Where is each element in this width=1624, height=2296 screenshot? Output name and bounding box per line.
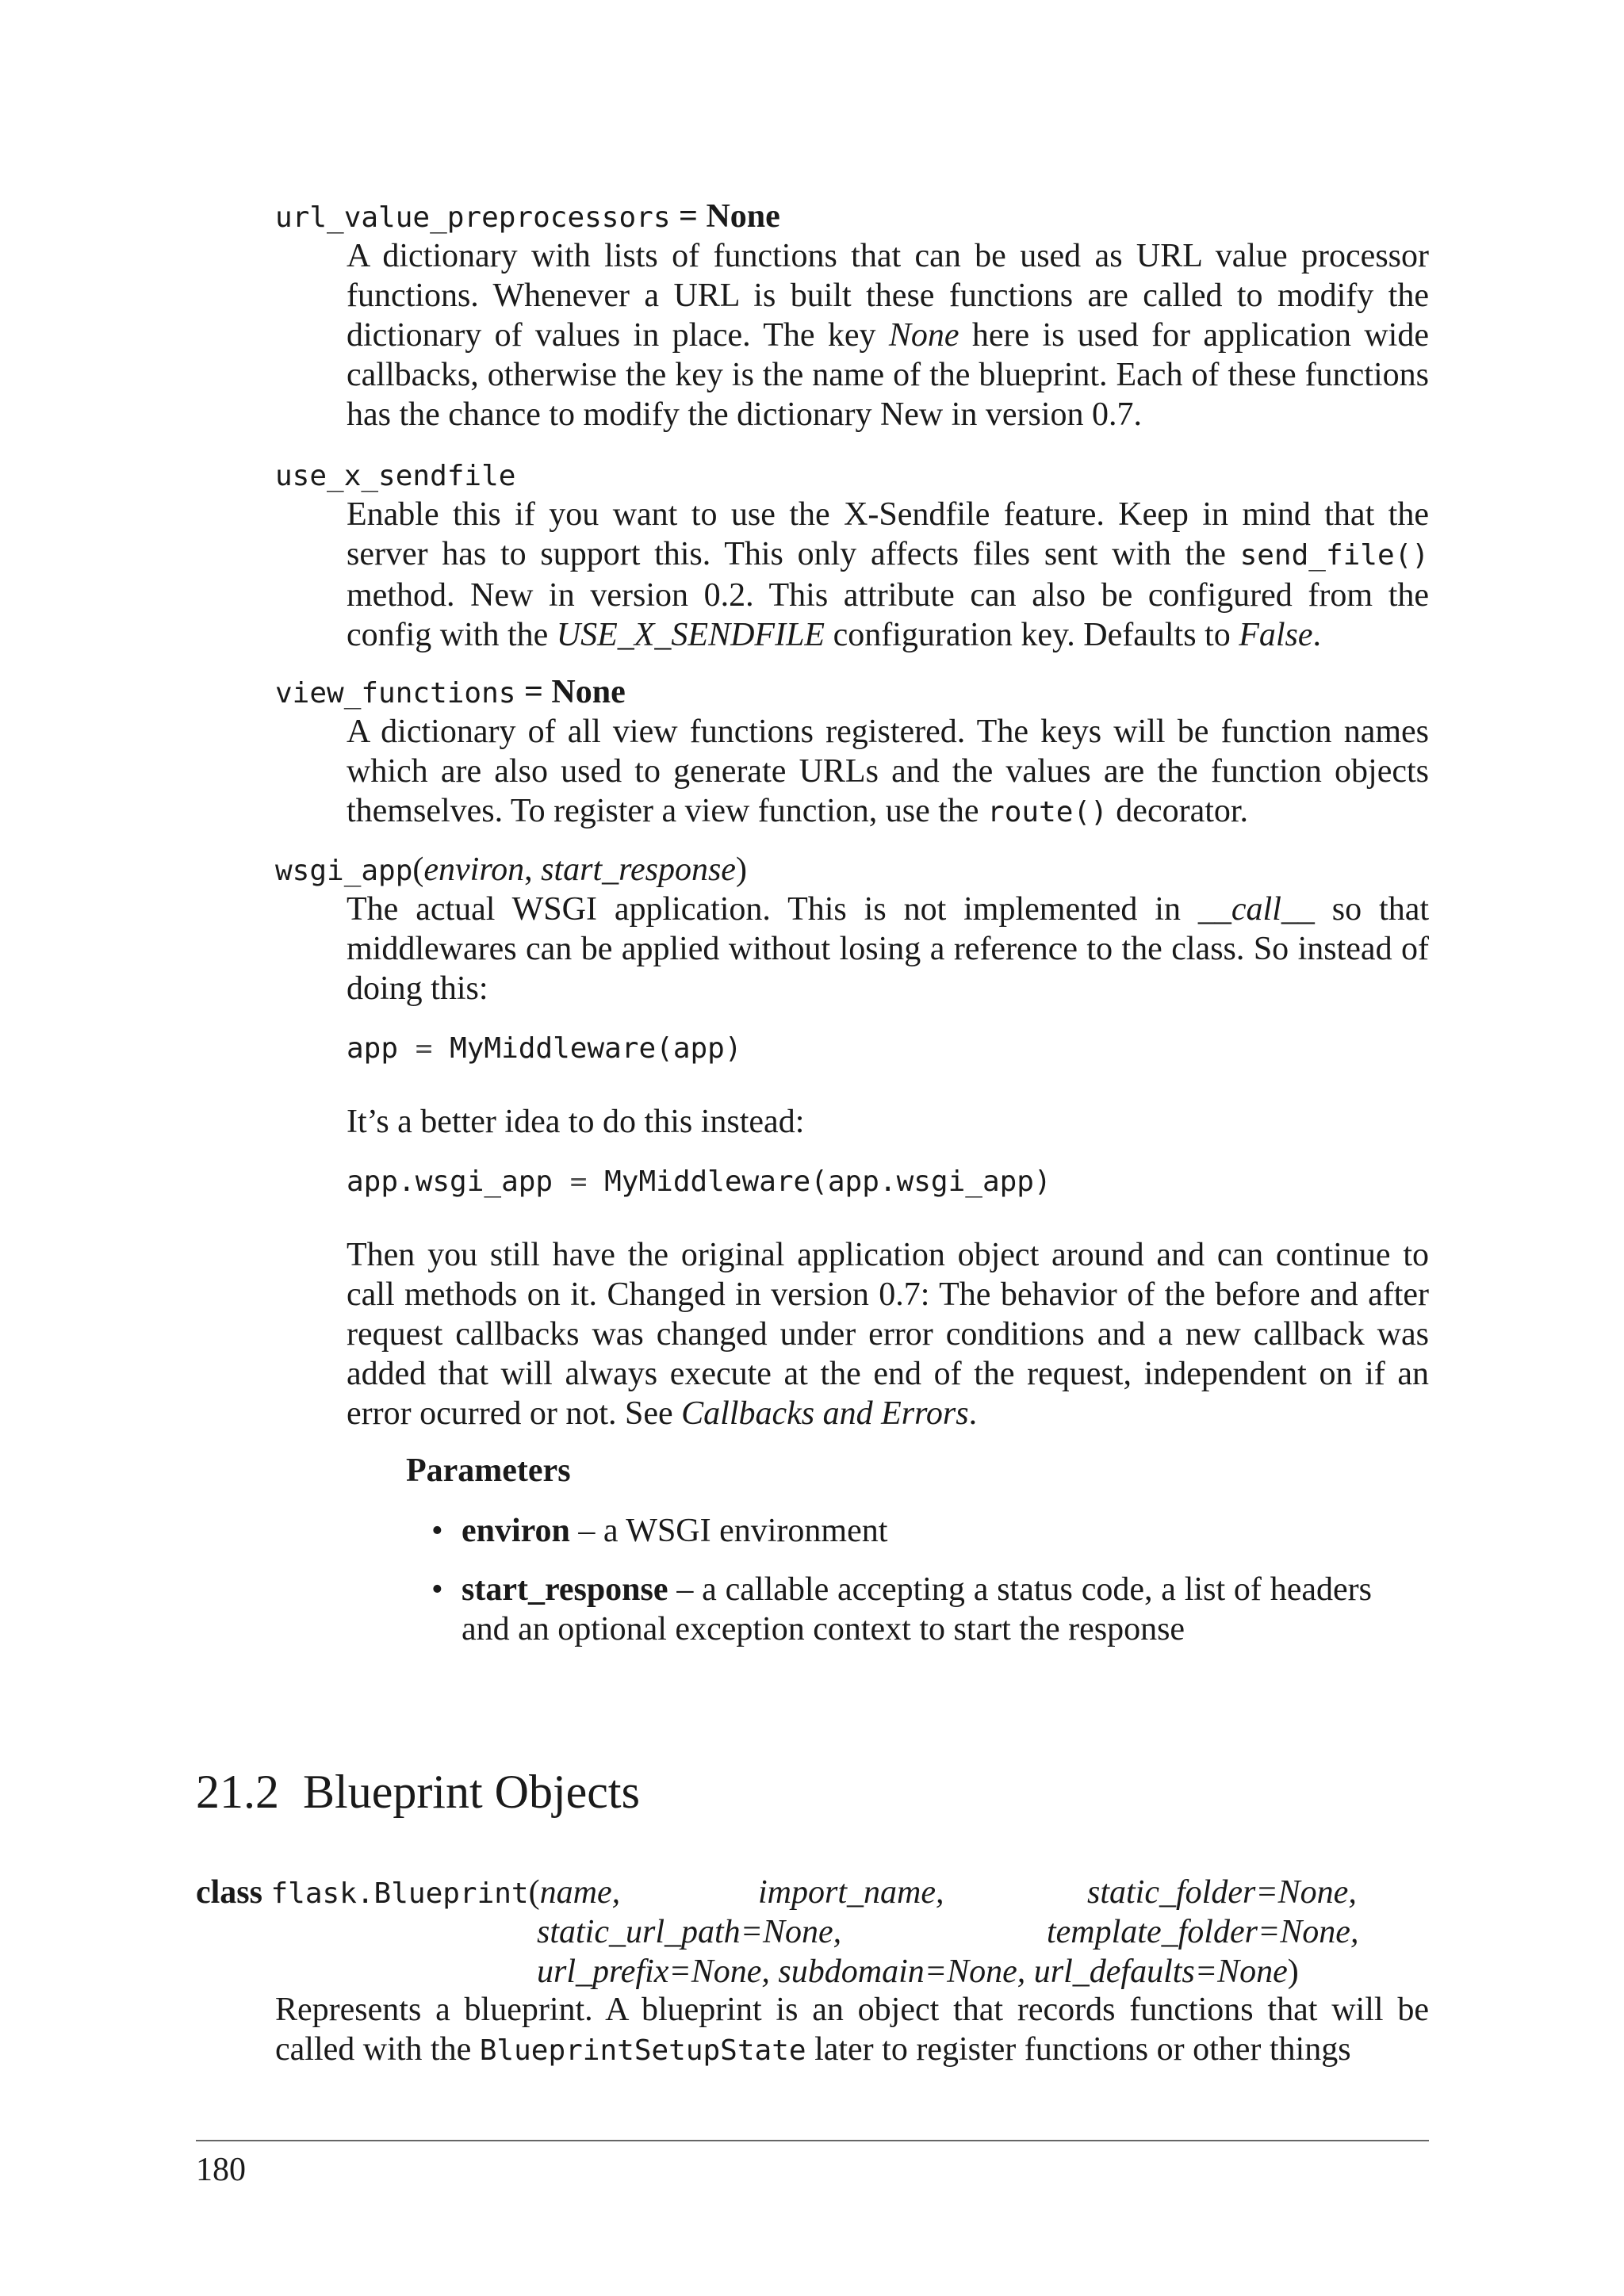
attribute-view-functions-signature [275,672,1429,714]
attribute-default-value: None [551,674,626,710]
parameter-item-environ [431,1511,1372,1551]
description-emphasis: Callbacks and Errors [681,1395,969,1432]
attribute-name: url_value_preprocessors [275,201,671,234]
method-wsgi-app-mid-text [347,1102,1429,1142]
parameter-name: start_response [462,1571,668,1608]
description-emphasis: USE_X_SENDFILE [556,617,825,653]
description-text: method. New in version 0.2. This attribute can also be configured from the config with the [347,577,1429,653]
class-arg: static_folder=None, [1087,1874,1357,1911]
description-text: Then you still have the original application object around and can continue to call methods on it. Changed in version 0.7: The behavior of the before and after request callbacks was changed under error conditions and a new callback was added that will always execute at the end of the request, independent on if an error ocurred or not. See [347,1237,1429,1432]
bullet-icon: • [431,1571,443,1608]
code-rhs: MyMiddleware(app) [450,1032,742,1065]
description-emphasis: __call__ [1197,891,1315,928]
class-signature-last-line [537,1952,1299,1992]
parameters-label: Parameters [406,1452,571,1489]
parameter-name: environ [462,1513,570,1549]
code-example-1 [347,1029,742,1069]
description-text: A dictionary of all view functions registered. The keys will be function names which are also used to generate URLs and the values are the function objects themselves. To register a view function, use the [347,714,1429,829]
section-heading [196,1764,640,1820]
attribute-name: view_functions [275,677,516,710]
assign-operator: = [515,674,552,710]
parameter-item-start-response [431,1570,1372,1649]
param-start-response: start_response [541,851,736,888]
inline-code: send_file() [1239,539,1429,572]
description-text: decorator. [1107,793,1249,829]
attribute-url-value-preprocessors-signature [275,197,1429,238]
bullet-icon: • [431,1513,443,1549]
page-number: 180 [196,2152,246,2188]
description-text: A dictionary with lists of functions that can be used as URL value processor functions. Whenever a URL is built these functions are called to modify the dictionary of values in place. The key [347,238,1429,354]
description-text: here is used for application wide callbacks, otherwise the key is the name of the blueprint. Each of these functions has the chance to modify the dictionary New in version 0.7. [347,317,1429,433]
method-name: wsgi_app [275,855,413,887]
description-text: . [968,1395,978,1432]
description-text: configuration key. Defaults to [825,617,1239,653]
attribute-url-value-preprocessors-description [347,236,1429,434]
section-number: 21.2 [196,1766,279,1818]
class-keyword-and-name [196,1873,620,1914]
description-text: later to register functions or other things [806,2031,1351,2068]
section-title: Blueprint Objects [303,1766,640,1818]
parameter-description: – a callable accepting a status code, a list of headers and an optional exception context to start the response [462,1571,1372,1647]
open-paren: ( [528,1874,540,1911]
code-example-2 [347,1162,1051,1202]
attribute-name: use_x_sendfile [275,460,516,492]
code-operator: = [398,1032,450,1065]
assign-operator: = [670,198,707,235]
class-arg: static_url_path=None, [537,1914,842,1950]
close-paren: ) [1287,1954,1299,1990]
blueprint-class-description [275,1990,1429,2071]
class-arg: import_name, [758,1874,944,1911]
description-text: Enable this if you want to use the X-Sendfile feature. Keep in mind that the server has to support this. This only affects files sent with the [347,496,1429,572]
method-wsgi-app-description [347,890,1429,1008]
description-text: Represents a blueprint. A blueprint is an object that records functions that will be called with the [275,1992,1429,2068]
close-paren: ) [735,851,747,888]
class-arg: url_prefix=None, subdomain=None, url_defaults=None [537,1954,1288,1990]
footer-divider [196,2140,1429,2141]
class-keyword: class [196,1874,262,1911]
description-emphasis: False [1239,617,1313,653]
attribute-view-functions-description [347,712,1429,832]
attribute-default-value: None [706,198,780,235]
code-rhs: MyMiddleware(app.wsgi_app) [604,1165,1051,1198]
method-wsgi-app-after-text [347,1235,1429,1433]
description-text: . [1312,617,1322,653]
description-text: so that middlewares can be applied without losing a reference to the class. So instead of doing this: [347,891,1430,1007]
code-operator: = [553,1165,605,1198]
comma: , [524,851,542,888]
description-text: It’s a better idea to do this instead: [347,1104,805,1140]
attribute-use-x-sendfile-description [347,495,1429,655]
inline-code: BlueprintSetupState [479,2034,806,2067]
description-emphasis: None [888,317,959,354]
attribute-use-x-sendfile-signature [275,455,1429,496]
description-text: The actual WSGI application. This is not implemented in [347,891,1198,928]
code-lhs: app [347,1032,399,1065]
class-arg: name, [539,1874,621,1911]
open-paren: ( [412,851,424,888]
method-wsgi-app-signature [275,850,1429,891]
code-lhs: app.wsgi_app [347,1165,553,1198]
param-environ: environ [423,851,525,888]
class-name: flask.Blueprint [270,1877,529,1910]
class-arg: template_folder=None, [1047,1914,1359,1950]
parameter-description: – a WSGI environment [569,1513,888,1549]
inline-code: route() [987,796,1108,828]
